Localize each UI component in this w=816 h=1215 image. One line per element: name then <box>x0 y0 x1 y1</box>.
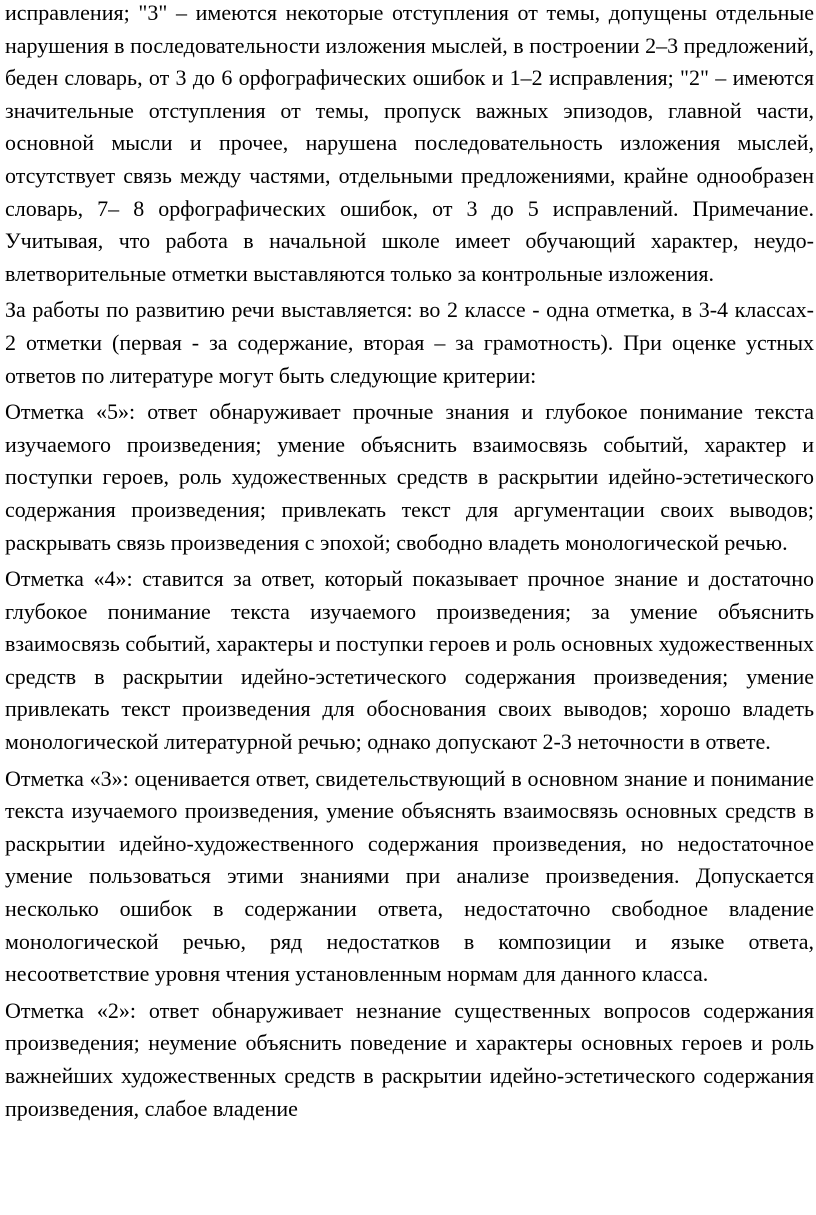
paragraph-mark-5: Отметка «5»: ответ обнаруживает прочные знания и глубокое понимание текста изучаемого произведения; умение объяснить взаимосвязь событий, характер и поступки героев, роль художественных средств в раскрытии идейно-эстетического содержания произведения; привлекать текст для аргументации своих выводов; раскрывать связь произведения с эпохой; свободно владеть монологической речью. <box>5 399 814 555</box>
paragraph-mark-4: Отметка «4»: ставится за ответ, который показывает прочное знание и достаточно глубокое понимание текста изучаемого произведения; за умение объяснить взаимосвязь событий, характеры и поступки героев и роль основных художественных средств в раскрытии идейно-эстетического содержания произведения; умение привлекать текст произведения для обоснования своих выводов; хорошо владеть монологической литературной речью; однако допускают 2-3 неточности в ответе. <box>5 566 814 755</box>
paragraph-speech-development-marks: За работы по развитию речи выставляется: во 2 классе - одна отметка, в 3-4 классах- 2 отметки (первая - за содержание, вторая – за грамотность). При оценке устных ответов по литературе могут быть следующие критерии: <box>5 297 814 388</box>
paragraph-mark-2: Отметка «2»: ответ обнаруживает незнание существенных вопросов содержания произведения; неумение объяснить поведение и характеры основных героев и роль важнейших художественных средств в раскрытии идейно-эстетического содержания произведения, слабое владение <box>5 997 814 1121</box>
paragraph-grading-criteria-continued: исправления; "3" – имеются некоторые отступления от темы, допущены отдельные нарушения в последовательности изложения мыслей, в построении 2–3 предложений, беден словарь, от 3 до 6 орфографических ошибок и 1–2 исправления; "2" – имеются значительные отступления от темы, пропуск важных эпизодов, главной части, основной мысли и прочее, нарушена последовательность изложения мыслей, отсутствует связь между частями, отдельными предложениями, крайне однообразен словарь, 7– 8 орфографических ошибок, от 3 до 5 исправлений. Примечание. Учитывая, что работа в начальной школе имеет обучающий характер, неудо-влетворительные отметки выставляются только за контрольные изложения. <box>5 0 814 286</box>
paragraph-mark-3: Отметка «3»: оценивается ответ, свидетельствующий в основном знание и понимание текста изучаемого произведения, умение объяснять взаимосвязь основных средств в раскрытии идейно-художественного содержания произведения, но недостаточное умение пользоваться этими знаниями при анализе произведения. Допускается несколько ошибок в содержании ответа, недостаточно свободное владение монологической речью, ряд недостатков в композиции и языке ответа, несоответствие уровня чтения установленным нормам для данного класса. <box>5 765 814 987</box>
